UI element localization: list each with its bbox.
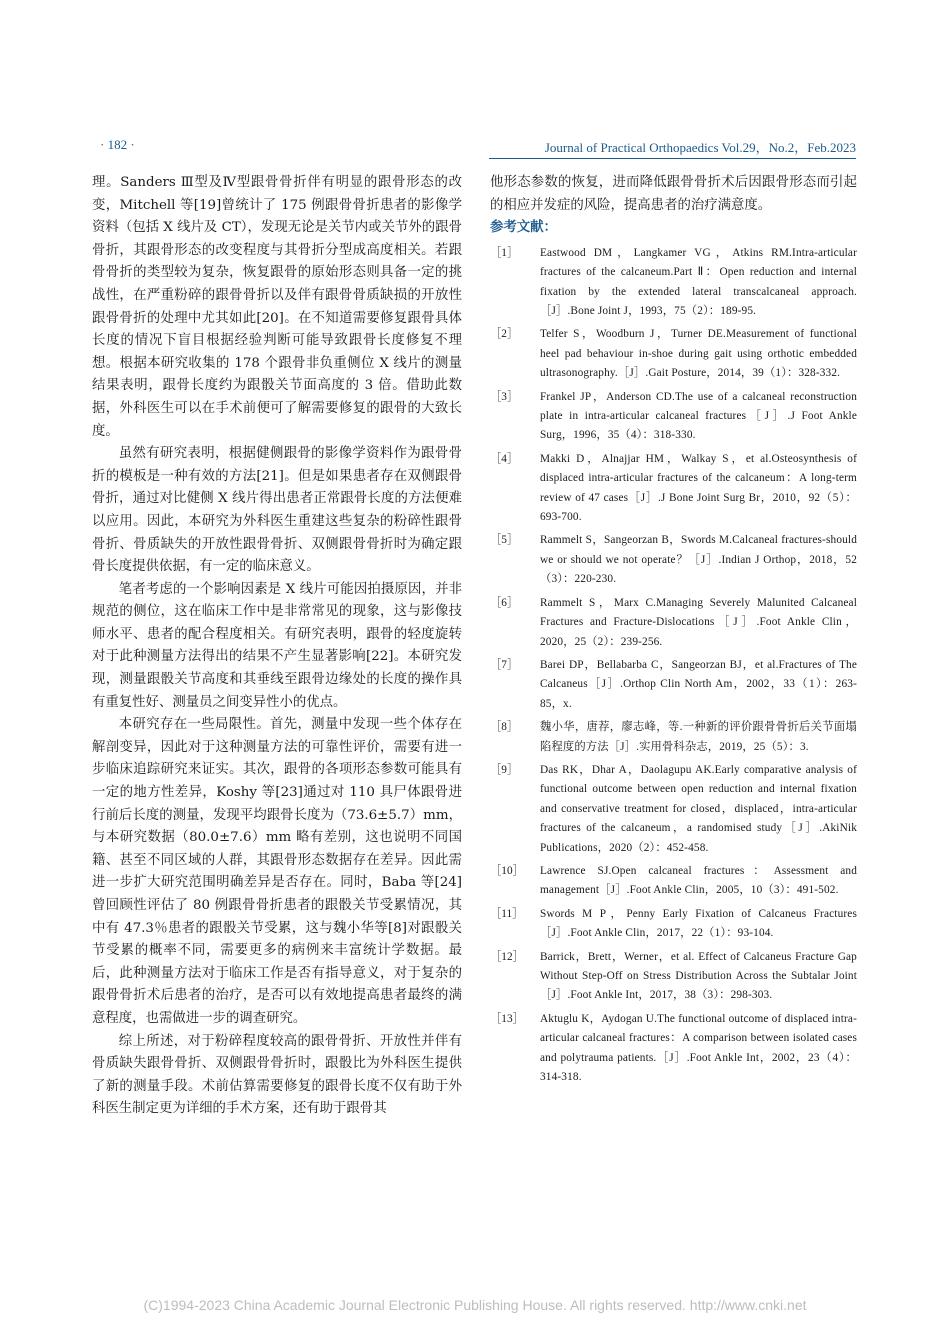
reference-text: Rammelt S，Marx C.Managing Severely Malunited Calcaneal Fractures and Fracture-Dislocations［J］.Foot Ankle Clin，2020，25（2）：239-256. bbox=[540, 596, 857, 648]
reference-number: ［8］ bbox=[490, 721, 519, 734]
copyright-footer: (C)1994-2023 China Academic Journal Electronic Publishing House. All rights reserved. http://www.cnki.net bbox=[143, 1297, 807, 1313]
reference-text: Barrick，Brett，Werner，et al. Effect of Calcaneus Fracture Gap Without Step-Off on Stress Distribution Across the Subtalar Joint［J］.Foot Ankle Int，2017，38（3）：298-303. bbox=[540, 950, 857, 1002]
reference-text: Lawrence SJ.Open calcaneal fractures：Assessment and management［J］.Foot Ankle Clin，2005，10（3）：491-502. bbox=[540, 864, 857, 897]
reference-number: ［4］ bbox=[490, 452, 519, 465]
reference-number: ［1］ bbox=[490, 246, 519, 259]
reference-number: ［10］ bbox=[490, 864, 524, 877]
reference-item bbox=[490, 905, 857, 944]
reference-text: Rammelt S，Sangeorzan B，Swords M.Calcaneal fractures-should we or should we not operate？［J］.Indian J Orthop，2018，52（3）：220-230. bbox=[540, 534, 857, 586]
reference-number: ［2］ bbox=[490, 328, 519, 341]
reference-text: Swords M P，Penny Early Fixation of Calcaneus Fractures［J］.Foot Ankle Clin，2017，22（1）：93-104. bbox=[540, 907, 857, 940]
reference-item bbox=[490, 594, 857, 652]
reference-item bbox=[490, 862, 857, 901]
reference-item bbox=[490, 244, 857, 322]
reference-number: ［12］ bbox=[490, 950, 524, 963]
body-paragraph: 理。Sanders Ⅲ型及Ⅳ型跟骨骨折伴有明显的跟骨形态的改变，Mitchell 等[19]曾统计了 175 例跟骨骨折患者的影像学资料（包括 X 线片及 CT），发现无论是关节内或关节外的跟骨骨折，其跟骨形态的改变程度与其骨折分型成高度相关。若跟骨骨折的类型较为复杂，恢复跟骨的原始形态则具备一定的挑战性，在严重粉碎的跟骨骨折以及伴有跟骨骨质缺损的开放性跟骨骨折的处理中尤其如此[20]。在不知道需要修复跟骨具体长度的情况下盲目根据经验判断可能导致跟骨长度修复不理想。根据本研究收集的 178 个跟骨非负重侧位 X 线片的测量结果表明，跟骨长度约为跟骰关节面高度的 3 倍。借助此数据，外科医生可以在手术前便可了解需要修复的跟骨的大致长度。 bbox=[92, 175, 462, 439]
reference-item bbox=[490, 388, 857, 446]
body-paragraph: 综上所述，对于粉碎程度较高的跟骨骨折、开放性并伴有骨质缺失跟骨骨折、双侧跟骨骨折时，跟骰比为外科医生提供了新的测量手段。术前估算需要修复的跟骨长度不仅有助于外科医生制定更为详细的手术方案，还有助于跟骨其 bbox=[92, 1033, 462, 1117]
reference-number: ［9］ bbox=[490, 763, 519, 776]
reference-item bbox=[490, 761, 857, 858]
reference-number: ［13］ bbox=[490, 1012, 524, 1025]
page-number: · 182 · bbox=[100, 137, 135, 152]
body-paragraph: 笔者考虑的一个影响因素是 X 线片可能因拍摄原因，并非规范的侧位，这在临床工作中是非常常见的现象，这与影像技师水平、患者的配合程度相关。有研究表明，跟骨的轻度旋转对于此种测量方法得出的结果不产生显著影响[22]。本研究发现，测量跟骰关节高度和其垂线至跟骨边缘处的长度的操作具有重复性好、测量员之间变异性小的优点。 bbox=[92, 581, 462, 710]
reference-text: Frankel JP，Anderson CD.The use of a calcaneal reconstruction plate in intra-articular calcaneal fractures［J］.J Foot Ankle Surg，1996，35（4）：318-330. bbox=[540, 390, 857, 442]
body-column-left bbox=[92, 172, 462, 1121]
reference-number: ［6］ bbox=[490, 596, 519, 609]
reference-number: ［5］ bbox=[490, 534, 519, 547]
reference-list bbox=[490, 244, 857, 1088]
reference-item bbox=[490, 325, 857, 383]
reference-item bbox=[490, 531, 857, 589]
reference-item bbox=[490, 450, 857, 528]
reference-item bbox=[490, 656, 857, 714]
reference-number: ［11］ bbox=[490, 907, 524, 920]
body-paragraph: 他形态参数的恢复，进而降低跟骨骨折术后因跟骨形态而引起的相应并发症的风险，提高患者的治疗满意度。 bbox=[490, 175, 857, 213]
reference-text: Eastwood DM，Langkamer VG，Atkins RM.Intra-articular fractures of the calcaneum.Part Ⅱ：Open reduction and internal fixation by the extended lateral transcalcaneal approach.［J］.Bone Joint J，1993，75（2）：189-95. bbox=[540, 246, 857, 317]
body-paragraph: 虽然有研究表明，根据健侧跟骨的影像学资料作为跟骨骨折的模板是一种有效的方法[21]。但是如果患者存在双侧跟骨骨折，通过对比健侧 X 线片得出患者正常跟骨长度的方法便难以应用。因此，本研究为外科医生重建这些复杂的粉碎性跟骨骨折、骨质缺失的开放性跟骨骨折、双侧跟骨骨折时为确定跟骨长度提供依据，有一定的临床意义。 bbox=[92, 446, 462, 575]
reference-text: Telfer S，Woodburn J，Turner DE.Measurement of functional heel pad behaviour in-shoe during gait using orthotic embedded ultrasonography.［J］.Gait Posture，2014，39（1）：328-332. bbox=[540, 328, 857, 380]
reference-number: ［7］ bbox=[490, 658, 519, 671]
reference-text: Barei DP，Bellabarba C，Sangeorzan BJ，et al.Fractures of The Calcaneus［J］.Orthop Clin North Am，2002，33（1）：263-85，x. bbox=[540, 658, 857, 710]
reference-text: Das RK，Dhar A，Daolagupu AK.Early comparative analysis of functional outcome between open reduction and internal fixation and conservative treatment for closed，displaced，intra-articular fractures of the calcaneum，a randomised study［J］.AkiNik Publications，2020（2）：452-458. bbox=[540, 763, 857, 854]
journal-header: Journal of Practical Orthopaedics Vol.29，No.2，Feb.2023 bbox=[489, 137, 856, 159]
reference-item bbox=[490, 1010, 857, 1088]
body-paragraph: 本研究存在一些局限性。首先，测量中发现一些个体存在解剖变异，因此对于这种测量方法的可靠性评价，需要有进一步临床追踪研究来证实。其次，跟骨的各项形态参数可能具有一定的地方性差异，Koshy 等[23]通过对 110 具尸体跟骨进行前后长度的测量，发现平均跟骨长度为（73.6±5.7）mm，与本研究数据（80.0±7.6）mm 略有差别，这也说明不同国籍、甚至不同区域的人群，其跟骨形态数据存在差异。因此需进一步扩大研究范围明确差异是否存在。同时，Baba 等[24]曾回顾性评估了 80 例跟骨骨折患者的跟骰关节受累情况，其中有 47.3％患者的跟骰关节受累，这与魏小华等[8]对跟骰关节受累的概率不同，需要更多的病例来丰富统计学数据。最后，此种测量方法对于临床工作是否有指导意义，对于复杂的跟骨骨折术后患者的治疗，是否可以有效地提高患者最终的满意程度，也需做进一步的调查研究。 bbox=[92, 717, 462, 1026]
reference-text: Aktuglu K，Aydogan U.The functional outcome of displaced intra-articular calcaneal fractures：A comparison between isolated cases and polytrauma patients.［J］.Foot Ankle Int，2002，23（4）：314-318. bbox=[540, 1012, 857, 1084]
reference-number: ［3］ bbox=[490, 390, 519, 403]
references-heading: 参考文献： bbox=[490, 220, 557, 236]
reference-text: Makki D，Alnajjar HM，Walkay S，et al.Osteosynthesis of displaced intra-articular fractures of the calcaneum：A long-term review of 47 cases［J］.J Bone Joint Surg Br，2010，92（5）：693-700. bbox=[540, 452, 857, 524]
reference-item bbox=[490, 948, 857, 1006]
reference-text: 魏小华，唐荐，廖志峰，等.一种新的评价跟骨骨折后关节面塌陷程度的方法［J］.实用骨科杂志，2019，25（5）：3. bbox=[540, 721, 857, 753]
body-column-right bbox=[490, 172, 857, 1091]
reference-item bbox=[490, 718, 857, 757]
